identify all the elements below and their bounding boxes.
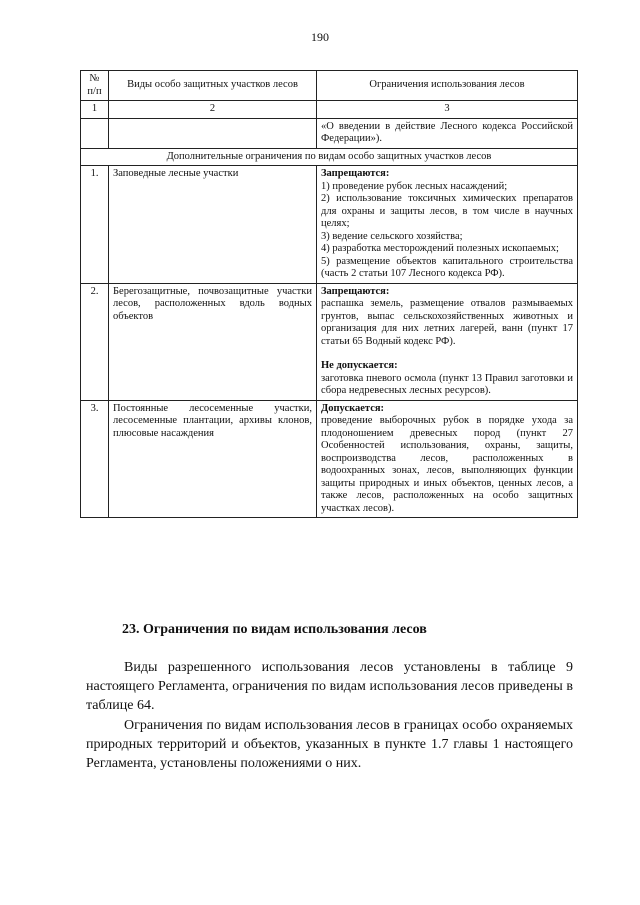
index-cell: 1	[81, 101, 109, 119]
section-row	[81, 148, 578, 166]
restriction-head: Не допускается:	[321, 360, 398, 371]
table-header-row	[81, 71, 578, 101]
continuation-text: «О введении в действие Лесного кодекса Российской Федерации»).	[317, 118, 578, 148]
row-num: 3.	[81, 400, 109, 518]
restriction-item: 5) размещение объектов капитального строительства (часть 2 статьи 107 Лесного кодекса РФ).	[321, 255, 573, 279]
restriction-head: Запрещаются:	[321, 168, 390, 179]
restriction-item: 3) ведение сельского хозяйства;	[321, 230, 463, 242]
row-restrictions	[317, 400, 578, 518]
restriction-text: распашка земель, размещение отвалов размываемых грунтов, выпас сельскохозяйственных животных и организация для них летних лагерей, ванн (пункт 17 статьи 65 Водный кодекс РФ).	[321, 298, 573, 347]
row-restrictions	[317, 166, 578, 284]
header-type: Виды особо защитных участков лесов	[109, 71, 317, 101]
restriction-head: Запрещаются:	[321, 285, 390, 297]
restriction-text: проведение выборочных рубок в порядке ухода за плодоношением древесных пород (пункт 27 Особенностей использования, охраны, защиты, воспроизводства лесов, расположенных в водоохранных зонах, лесов, выполняющих функции защиты природных и иных объектов, ценных лесов, а также лесов, расположенных на особо защитных участках лесов).	[321, 415, 573, 514]
row-num: 2.	[81, 283, 109, 400]
restrictions-table	[80, 70, 578, 518]
restriction-item: 2) использование токсичных химических препаратов для охраны и защиты лесов, в том числе в научных целях;	[321, 193, 573, 229]
restriction-item: 4) разработка месторождений полезных ископаемых;	[321, 243, 559, 254]
body-paragraph: Виды разрешенного использования лесов установлены в таблице 9 настоящего Регламента, ограничения по видам использования лесов приведены в таблице 64.	[86, 660, 573, 713]
table-row	[81, 400, 578, 518]
index-cell: 3	[317, 101, 578, 119]
section-heading: 23. Ограничения по видам использования лесов	[122, 622, 427, 637]
restriction-head: Допускается:	[321, 402, 385, 414]
restriction-item: 1) проведение рубок лесных насаждений;	[321, 180, 508, 192]
row-type: Постоянные лесосеменные участки, лесосеменные плантации, архивы клонов, плюсовые насаждения	[109, 400, 317, 518]
body-paragraph: Ограничения по видам использования лесов в границах особо охраняемых природных территорий и объектов, указанных в пункте 1.7 главы 1 настоящего Регламента, установлены положениями о них.	[86, 718, 573, 771]
table-row	[81, 283, 578, 400]
table-row	[81, 166, 578, 284]
index-cell: 2	[109, 101, 317, 119]
section-title: Дополнительные ограничения по видам особо защитных участков лесов	[81, 148, 578, 166]
restriction-text: заготовка пневого осмола (пункт 13 Правил заготовки и сбора недревесных лесных ресурсов).	[321, 372, 573, 396]
header-num: № п/п	[81, 71, 109, 101]
row-restrictions	[317, 283, 578, 400]
table-index-row	[81, 101, 578, 119]
table-row	[81, 118, 578, 148]
page-number: 190	[311, 30, 329, 44]
row-type: Заповедные лесные участки	[109, 166, 317, 284]
header-restrictions: Ограничения использования лесов	[317, 71, 578, 101]
row-type: Берегозащитные, почвозащитные участки лесов, расположенных вдоль водных объектов	[109, 283, 317, 400]
row-num: 1.	[81, 166, 109, 284]
